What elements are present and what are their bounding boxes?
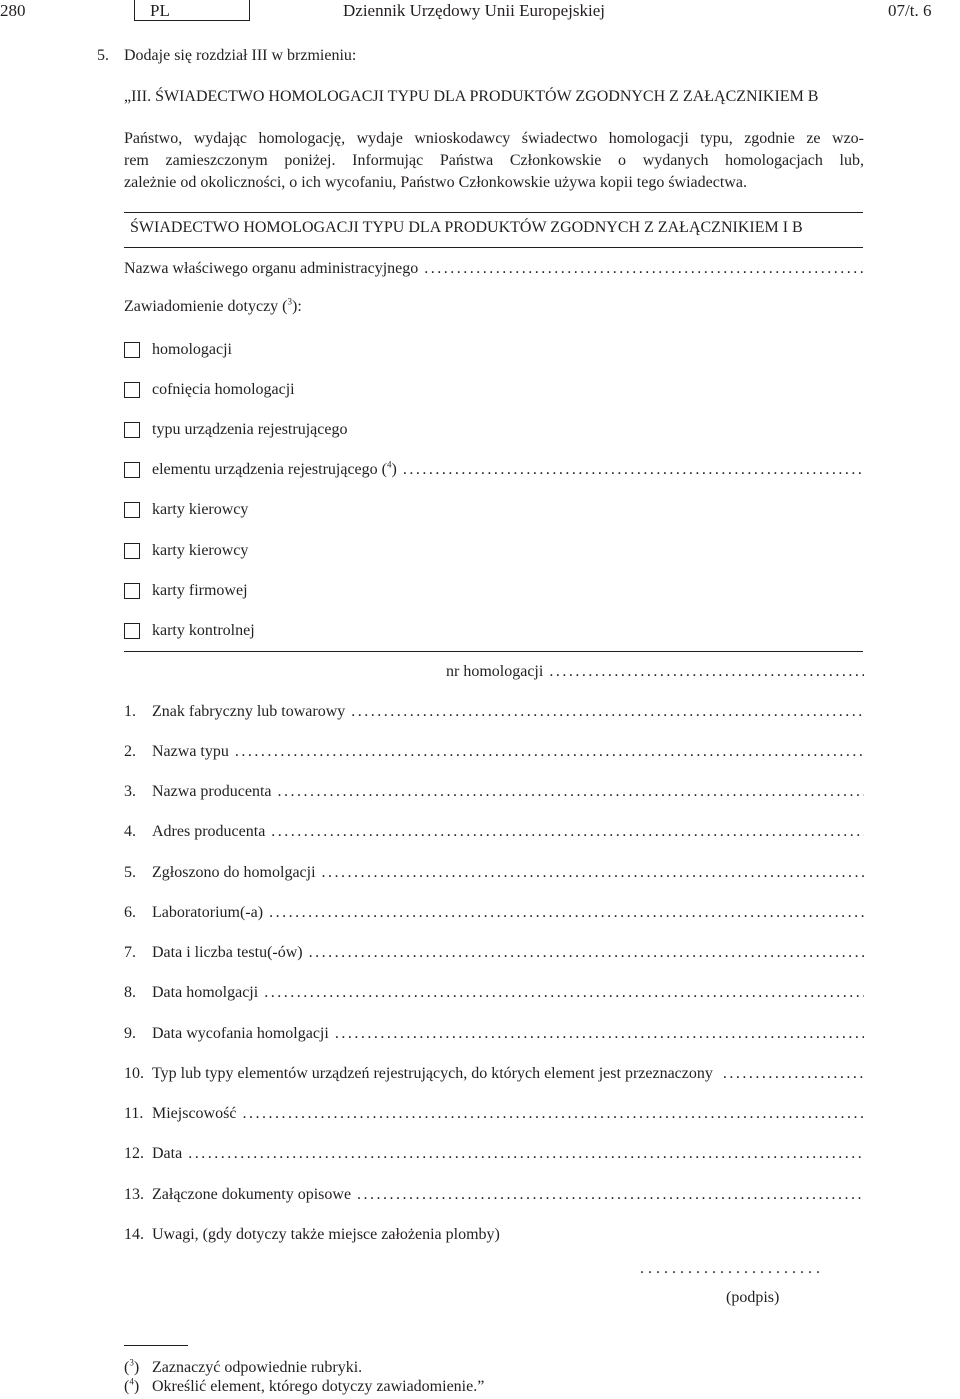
form-title-rule — [124, 247, 863, 248]
remarks-field: 14. Uwagi, (gdy dotyczy także miejsce założenia plomby) — [124, 1224, 864, 1246]
authority-field — [124, 258, 864, 280]
field-row: 2. Nazwa typu . . . — [124, 741, 864, 763]
field-label: Adres producenta — [152, 823, 266, 840]
checkbox-label: karty firmowej — [152, 582, 248, 599]
field-label: Zgłoszono do homolgacji — [152, 864, 316, 881]
checkbox-square[interactable] — [124, 422, 140, 438]
intro-item-number: 5. — [97, 47, 109, 64]
checkbox-label: cofnięcia homologacji — [152, 381, 295, 398]
checkbox-driver-card-1[interactable] — [124, 499, 248, 521]
checkbox-label: homologacji — [152, 341, 232, 358]
authority-fill-line — [418, 258, 864, 280]
field-fill-line — [263, 902, 864, 924]
footnote-3: ($^3$) Zaznaczyć odpowiednie rubryki. — [124, 1357, 363, 1376]
checkbox-driver-card-2[interactable] — [124, 540, 248, 562]
footnote-ref: 4 — [386, 459, 392, 470]
approval-number-field — [446, 661, 864, 683]
field-label: Nazwa typu — [152, 743, 229, 760]
authority-label: Nazwa właściwego organu administracyjnego — [124, 260, 419, 277]
field-fill-line — [272, 781, 865, 803]
remarks-label: Uwagi, (gdy dotyczy także miejsce założenia plomby) — [152, 1226, 500, 1243]
field-fill-line — [236, 1103, 864, 1125]
checkbox-square[interactable] — [124, 382, 140, 398]
chapter-title: „III. ŚWIADECTWO HOMOLOGACJI TYPU DLA PRODUKTÓW ZGODNYCH Z ZAŁĄCZNIKIEM B — [124, 88, 819, 105]
checkbox-label: karty kierowcy — [152, 501, 249, 518]
footnote-text: Zaznaczyć odpowiednie rubryki. — [152, 1359, 363, 1376]
checkbox-square[interactable] — [124, 342, 140, 358]
field-row: 8. Data homolgacji . . . — [124, 982, 864, 1004]
field-row: 3. Nazwa producenta . . . — [124, 781, 864, 803]
field-label: Nazwa producenta — [152, 783, 272, 800]
checkbox-square[interactable] — [124, 543, 140, 559]
field-label: Laboratorium(-a) — [152, 904, 264, 921]
checkbox-company-card[interactable] — [124, 580, 248, 602]
intro-text: Dodaje się rozdział III w brzmieniu: — [124, 47, 357, 64]
signature-label: (podpis) — [726, 1289, 780, 1306]
component-fill-line — [397, 459, 864, 481]
field-fill-line — [345, 701, 864, 723]
field-row: 10. Typ lub typy elementów urządzeń rejestrujących, do których element jest przeznaczony . . . — [124, 1063, 864, 1085]
field-row: 7. Data i liczba testu(-ów) . . . — [124, 942, 864, 964]
paragraph-line: Państwo, wydając homologację, wydaje wnioskodawcy świadectwo homologacji typu, zgodnie ze wzo- — [124, 130, 864, 147]
field-fill-line — [303, 942, 864, 964]
checkbox-label: typu urządzenia rejestrującego — [152, 421, 348, 438]
checkbox-label: elementu urządzenia rejestrującego ($^4$) — [152, 459, 397, 478]
paragraph-line: zależnie od okoliczności, o ich wycofaniu, Państwo Członkowskie używa kopii tego świadectwa. — [124, 174, 747, 191]
approval-number-label: nr homologacji — [446, 663, 544, 680]
form-top-rule — [124, 212, 863, 213]
field-fill-line — [351, 1184, 864, 1206]
field-fill-line — [329, 1023, 864, 1045]
checkbox-section-rule — [124, 651, 863, 652]
checkbox-square[interactable] — [124, 462, 140, 478]
checkbox-control-card[interactable] — [124, 620, 255, 642]
field-fill-line — [229, 741, 864, 763]
intro-paragraph — [124, 128, 864, 194]
field-label: Załączone dokumenty opisowe — [152, 1186, 352, 1203]
page-number: 280 — [0, 1, 26, 20]
field-fill-line — [258, 982, 864, 1004]
form-title: ŚWIADECTWO HOMOLOGACJI TYPU DLA PRODUKTÓW ZGODNYCH Z ZAŁĄCZNIKIEM I B — [130, 219, 803, 236]
footnote-ref: 3 — [287, 296, 292, 307]
footnote-text: Określić element, którego dotyczy zawiadomienie.” — [152, 1378, 485, 1395]
field-label: Data homolgacji — [152, 984, 259, 1001]
field-row: 9. Data wycofania homolgacji . . . — [124, 1023, 864, 1045]
field-row: 1. Znak fabryczny lub towarowy . . . — [124, 701, 864, 723]
field-label: Znak fabryczny lub towarowy — [152, 703, 346, 720]
checkbox-square[interactable] — [124, 583, 140, 599]
checkbox-label: karty kierowcy — [152, 542, 249, 559]
field-row: 11. Miejscowość . . . — [124, 1103, 864, 1125]
checkbox-recording-equipment-component[interactable] — [124, 459, 864, 481]
signature-line: . . . . . . . . . . . . . . . . . . . . . . . — [640, 1260, 820, 1277]
footnote-rule — [124, 1345, 188, 1346]
checkbox-square[interactable] — [124, 623, 140, 639]
field-label: Data — [152, 1145, 183, 1162]
paragraph-line: rem zamieszczonym poniżej. Informując Państwa Członkowskie o wydanych homologacjach lub, — [124, 152, 864, 169]
field-fill-line — [713, 1063, 864, 1085]
checkbox-withdrawal[interactable] — [124, 379, 295, 401]
checkbox-recording-equipment-type[interactable] — [124, 419, 347, 441]
approval-number-fill-line — [543, 661, 864, 683]
field-fill-line — [182, 1143, 864, 1165]
field-label: Miejscowość — [152, 1105, 237, 1122]
language-code: PL — [150, 1, 170, 20]
field-label: Data wycofania homolgacji — [152, 1025, 329, 1042]
field-row: 6. Laboratorium(-a) . . . — [124, 902, 864, 924]
footnote-4: ($^4$) Określić element, którego dotyczy zawiadomienie.” — [124, 1376, 485, 1395]
checkbox-homologation[interactable] — [124, 339, 232, 361]
checkbox-label: karty kontrolnej — [152, 622, 255, 639]
field-fill-line — [316, 862, 864, 884]
journal-title: Dziennik Urzędowy Unii Europejskiej — [343, 1, 606, 20]
checkbox-square[interactable] — [124, 502, 140, 518]
field-row: 13. Załączone dokumenty opisowe . . . — [124, 1184, 864, 1206]
notification-label: Zawiadomienie dotyczy ($^3$): — [124, 296, 302, 315]
field-label: Typ lub typy elementów urządzeń rejestrujących, do których element jest przeznaczony — [152, 1065, 713, 1082]
field-row: 12. Data . . . — [124, 1143, 864, 1165]
field-row: 5. Zgłoszono do homolgacji . . . — [124, 862, 864, 884]
field-row: 4. Adres producenta . . . — [124, 821, 864, 843]
field-fill-line — [265, 821, 864, 843]
field-label: Data i liczba testu(-ów) — [152, 944, 303, 961]
volume-ref: 07/t. 6 — [888, 1, 932, 20]
